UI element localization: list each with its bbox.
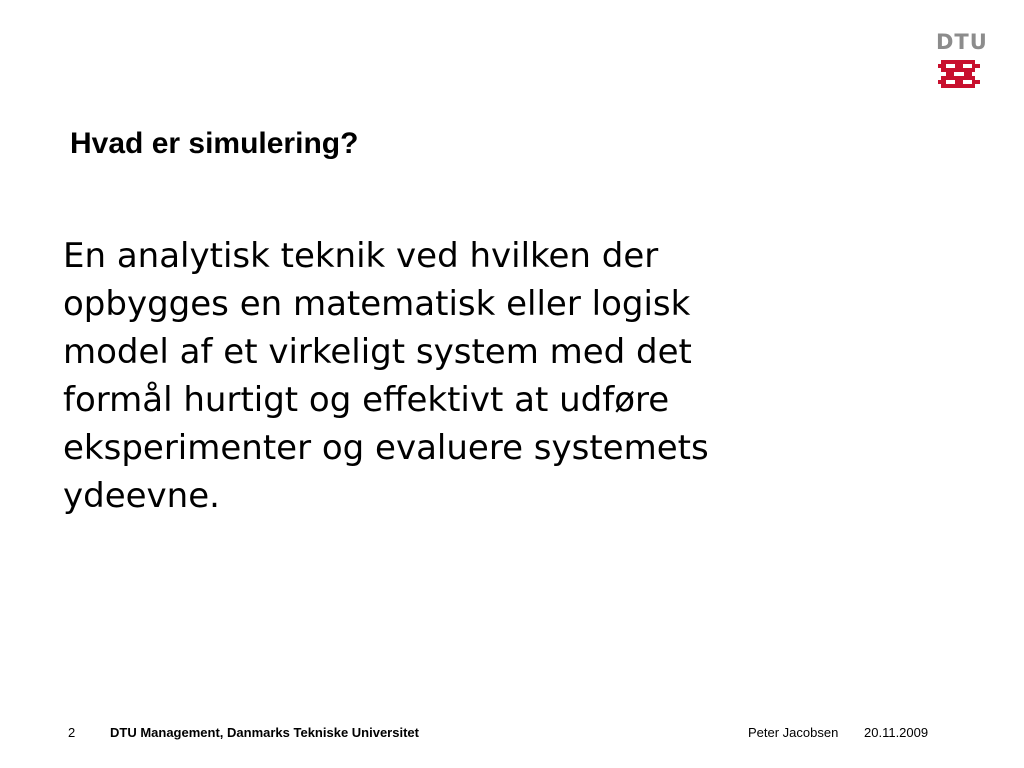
body-line: model af et virkeligt system med det xyxy=(63,332,692,372)
footer-author: Peter Jacobsen xyxy=(748,725,839,740)
dtu-logo xyxy=(936,30,988,94)
footer-organization: DTU Management, Danmarks Tekniske Universitet xyxy=(110,725,419,740)
body-line: ydeevne. xyxy=(63,476,220,516)
body-line: formål hurtigt og effektivt at udføre xyxy=(63,380,670,420)
dtu-wordmark: DTU xyxy=(936,30,988,54)
dtu-emblem-icon xyxy=(938,58,980,92)
body-line: eksperimenter og evaluere systemets xyxy=(63,428,709,468)
slide-body-text xyxy=(63,232,863,520)
body-line: opbygges en matematisk eller logisk xyxy=(63,284,691,324)
footer-date: 20.11.2009 xyxy=(864,725,929,740)
footer-page-number: 2 xyxy=(68,725,76,740)
body-line: En analytisk teknik ved hvilken der xyxy=(63,236,659,276)
slide-title: Hvad er simulering? xyxy=(70,127,359,160)
